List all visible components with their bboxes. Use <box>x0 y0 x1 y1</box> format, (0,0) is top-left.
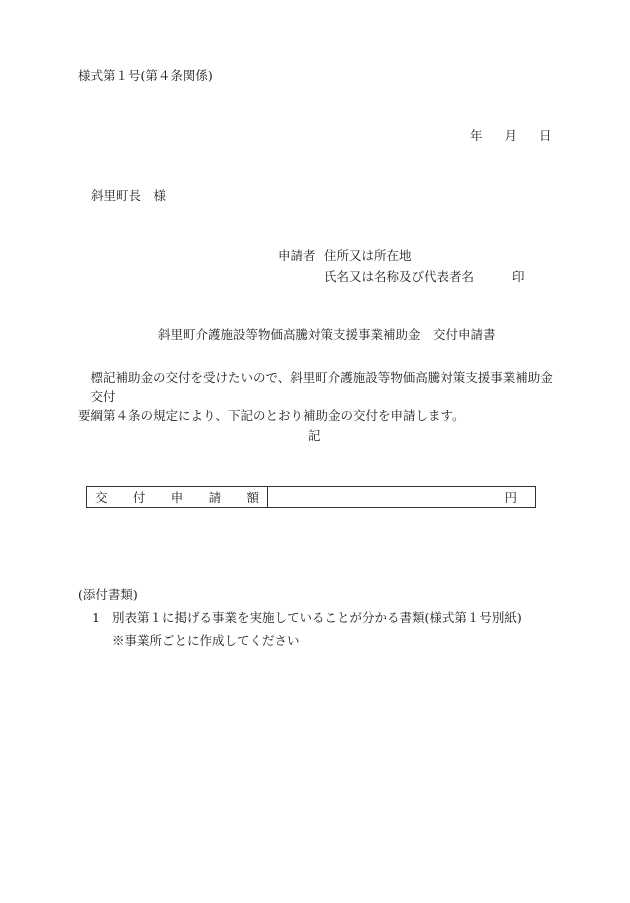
document-title: 斜里町介護施設等物価高騰対策支援事業補助金 交付申請書 <box>158 327 496 342</box>
yen-unit: 円 <box>504 490 517 505</box>
date-day-label: 日 <box>539 128 552 143</box>
body-line-1: 標記補助金の交付を受けたいので、斜里町介護施設等物価高騰対策支援事業補助金交付 <box>90 370 553 404</box>
name-label: 氏名又は名称及び代表者名 <box>324 269 475 284</box>
addressee: 斜里町長 様 <box>91 188 167 203</box>
ki-heading: 記 <box>308 428 321 443</box>
date-month-label: 月 <box>504 128 518 143</box>
body-text <box>78 368 558 425</box>
grant-amount-value-cell[interactable] <box>268 487 535 507</box>
amount-label-char: 申 <box>170 490 184 505</box>
applicant-label: 申請者 <box>278 248 316 263</box>
attachment-item-number: 1 <box>92 610 100 625</box>
amount-label-char: 交 <box>95 490 108 505</box>
grant-amount-table <box>86 486 536 508</box>
attachment-note: ※事業所ごとに作成してください <box>112 633 300 648</box>
amount-label-char: 額 <box>246 490 259 505</box>
seal-mark: 印 <box>512 269 525 284</box>
attachment-item-text: 別表第１に掲げる事業を実施していることが分かる書類(様式第１号別紙) <box>112 610 522 625</box>
amount-label-char: 付 <box>132 490 146 505</box>
date-row <box>470 128 552 144</box>
grant-amount-label-cell <box>87 487 268 507</box>
form-number: 様式第１号(第４条関係) <box>78 68 213 83</box>
body-line-2: 要綱第４条の規定により、下記のとおり補助金の交付を申請します。 <box>78 408 465 423</box>
attachments-heading: (添付書類) <box>78 587 138 602</box>
address-label: 住所又は所在地 <box>324 248 412 263</box>
amount-label-char: 請 <box>208 490 222 505</box>
attachment-item <box>92 610 522 626</box>
date-year-label: 年 <box>470 128 483 143</box>
